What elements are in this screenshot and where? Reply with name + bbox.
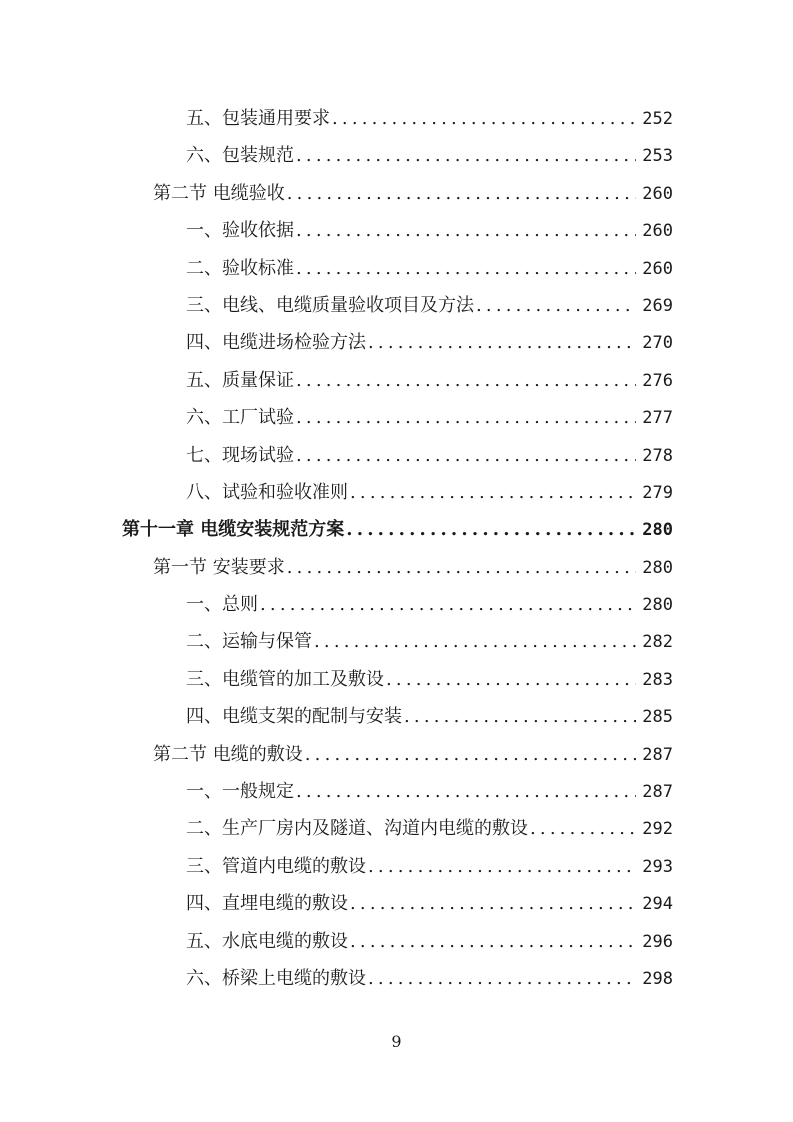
toc-entry[interactable] xyxy=(0,698,793,735)
toc-entry-page: 296 xyxy=(642,931,673,952)
toc-entry-title: 五、质量保证 xyxy=(186,369,294,391)
toc-entry[interactable] xyxy=(0,100,793,137)
toc-entry-page: 276 xyxy=(642,370,673,391)
toc-entry[interactable] xyxy=(0,586,793,623)
toc-entry[interactable] xyxy=(0,362,793,399)
toc-leader-dots xyxy=(368,324,636,361)
toc-entry-title: 三、管道内电缆的敷设 xyxy=(186,855,366,877)
toc-leader-dots xyxy=(346,511,636,548)
toc-entry-title: 一、验收依据 xyxy=(186,220,294,242)
toc-entry[interactable] xyxy=(0,437,793,474)
toc-entry-page: 253 xyxy=(642,146,673,167)
toc-entry-page: 260 xyxy=(642,258,673,279)
toc-entry-page: 292 xyxy=(642,819,673,840)
toc-entry-page: 283 xyxy=(642,669,673,690)
toc-entry-page: 298 xyxy=(642,968,673,989)
toc-leader-dots xyxy=(296,399,636,436)
toc-entry-page: 270 xyxy=(642,333,673,354)
toc-entry-page: 278 xyxy=(642,445,673,466)
toc-entry-title: 第二节 电缆的敷设 xyxy=(153,743,303,765)
toc-entry-page: 285 xyxy=(642,707,673,728)
toc-entry-page: 269 xyxy=(642,295,673,316)
toc-entry-title: 四、电缆进场检验方法 xyxy=(186,332,366,354)
toc-entry[interactable] xyxy=(0,212,793,249)
toc-entry-page: 282 xyxy=(642,632,673,653)
toc-leader-dots xyxy=(287,549,637,586)
toc-section-entry[interactable] xyxy=(0,175,793,212)
toc-leader-dots xyxy=(476,287,636,324)
toc-entry-page: 277 xyxy=(642,408,673,429)
toc-leader-dots xyxy=(386,661,636,698)
toc-entry-page: 260 xyxy=(642,183,673,204)
toc-leader-dots xyxy=(305,736,637,773)
toc-entry[interactable] xyxy=(0,287,793,324)
toc-leader-dots xyxy=(296,773,636,810)
toc-entry-page: 260 xyxy=(642,221,673,242)
toc-leader-dots xyxy=(260,586,636,623)
toc-entry-title: 四、直埋电缆的敷设 xyxy=(186,893,348,915)
toc-entry-page: 279 xyxy=(642,482,673,503)
toc-leader-dots xyxy=(296,437,636,474)
toc-entry-page: 280 xyxy=(642,557,673,578)
toc-entry[interactable] xyxy=(0,399,793,436)
toc-leader-dots xyxy=(530,810,636,847)
toc-leader-dots xyxy=(296,250,636,287)
toc-entry[interactable] xyxy=(0,923,793,960)
toc-leader-dots xyxy=(296,137,636,174)
toc-leader-dots xyxy=(296,212,636,249)
toc-entry-page: 287 xyxy=(642,744,673,765)
toc-leader-dots xyxy=(368,960,636,997)
toc-section-entry[interactable] xyxy=(0,736,793,773)
toc-leader-dots xyxy=(296,362,636,399)
toc-entry-title: 第十一章 电缆安装规范方案 xyxy=(122,519,345,541)
toc-entry-title: 二、生产厂房内及隧道、沟道内电缆的敷设 xyxy=(186,818,528,840)
toc-leader-dots xyxy=(404,698,636,735)
toc-leader-dots xyxy=(287,175,637,212)
toc-entry[interactable] xyxy=(0,474,793,511)
page-number: 9 xyxy=(391,1032,402,1051)
toc-entry-title: 第一节 安装要求 xyxy=(153,556,285,578)
toc-entry[interactable] xyxy=(0,137,793,174)
toc-entry[interactable] xyxy=(0,661,793,698)
toc-section-entry[interactable] xyxy=(0,549,793,586)
toc-entry-page: 280 xyxy=(642,595,673,616)
toc-entry-title: 四、电缆支架的配制与安装 xyxy=(186,706,402,728)
toc-entry-title: 五、包装通用要求 xyxy=(186,108,330,129)
toc-entry[interactable] xyxy=(0,810,793,847)
toc-entry-page: 252 xyxy=(642,109,673,129)
toc-entry-page: 280 xyxy=(642,520,673,541)
toc-entry-page: 293 xyxy=(642,856,673,877)
toc-leader-dots xyxy=(350,474,636,511)
toc-leader-dots xyxy=(314,623,636,660)
toc-chapter-entry[interactable] xyxy=(0,511,793,548)
toc-entry-title: 一、总则 xyxy=(186,594,258,616)
toc-entry-title: 二、运输与保管 xyxy=(186,631,312,653)
toc-entry-title: 第二节 电缆验收 xyxy=(153,182,285,204)
toc-entry[interactable] xyxy=(0,960,793,997)
toc-entry[interactable] xyxy=(0,773,793,810)
toc-entry[interactable] xyxy=(0,250,793,287)
toc-entry-title: 六、包装规范 xyxy=(186,145,294,167)
toc-entry[interactable] xyxy=(0,848,793,885)
toc-leader-dots xyxy=(368,848,636,885)
toc-entry-title: 六、桥梁上电缆的敷设 xyxy=(186,967,366,989)
toc-entry-title: 三、电线、电缆质量验收项目及方法 xyxy=(186,294,474,316)
toc-entry-title: 八、试验和验收准则 xyxy=(186,481,348,503)
table-of-contents xyxy=(0,100,793,997)
toc-entry-title: 七、现场试验 xyxy=(186,444,294,466)
toc-entry-title: 三、电缆管的加工及敷设 xyxy=(186,668,384,690)
toc-entry-page: 294 xyxy=(642,894,673,915)
toc-entry-title: 六、工厂试验 xyxy=(186,407,294,429)
toc-entry[interactable] xyxy=(0,324,793,361)
toc-leader-dots xyxy=(332,100,636,137)
toc-entry[interactable] xyxy=(0,623,793,660)
toc-leader-dots xyxy=(350,923,636,960)
toc-entry[interactable] xyxy=(0,885,793,922)
toc-entry-title: 五、水底电缆的敷设 xyxy=(186,930,348,952)
toc-entry-page: 287 xyxy=(642,782,673,803)
toc-leader-dots xyxy=(350,885,636,922)
toc-entry-title: 二、验收标准 xyxy=(186,257,294,279)
toc-entry-title: 一、一般规定 xyxy=(186,781,294,803)
